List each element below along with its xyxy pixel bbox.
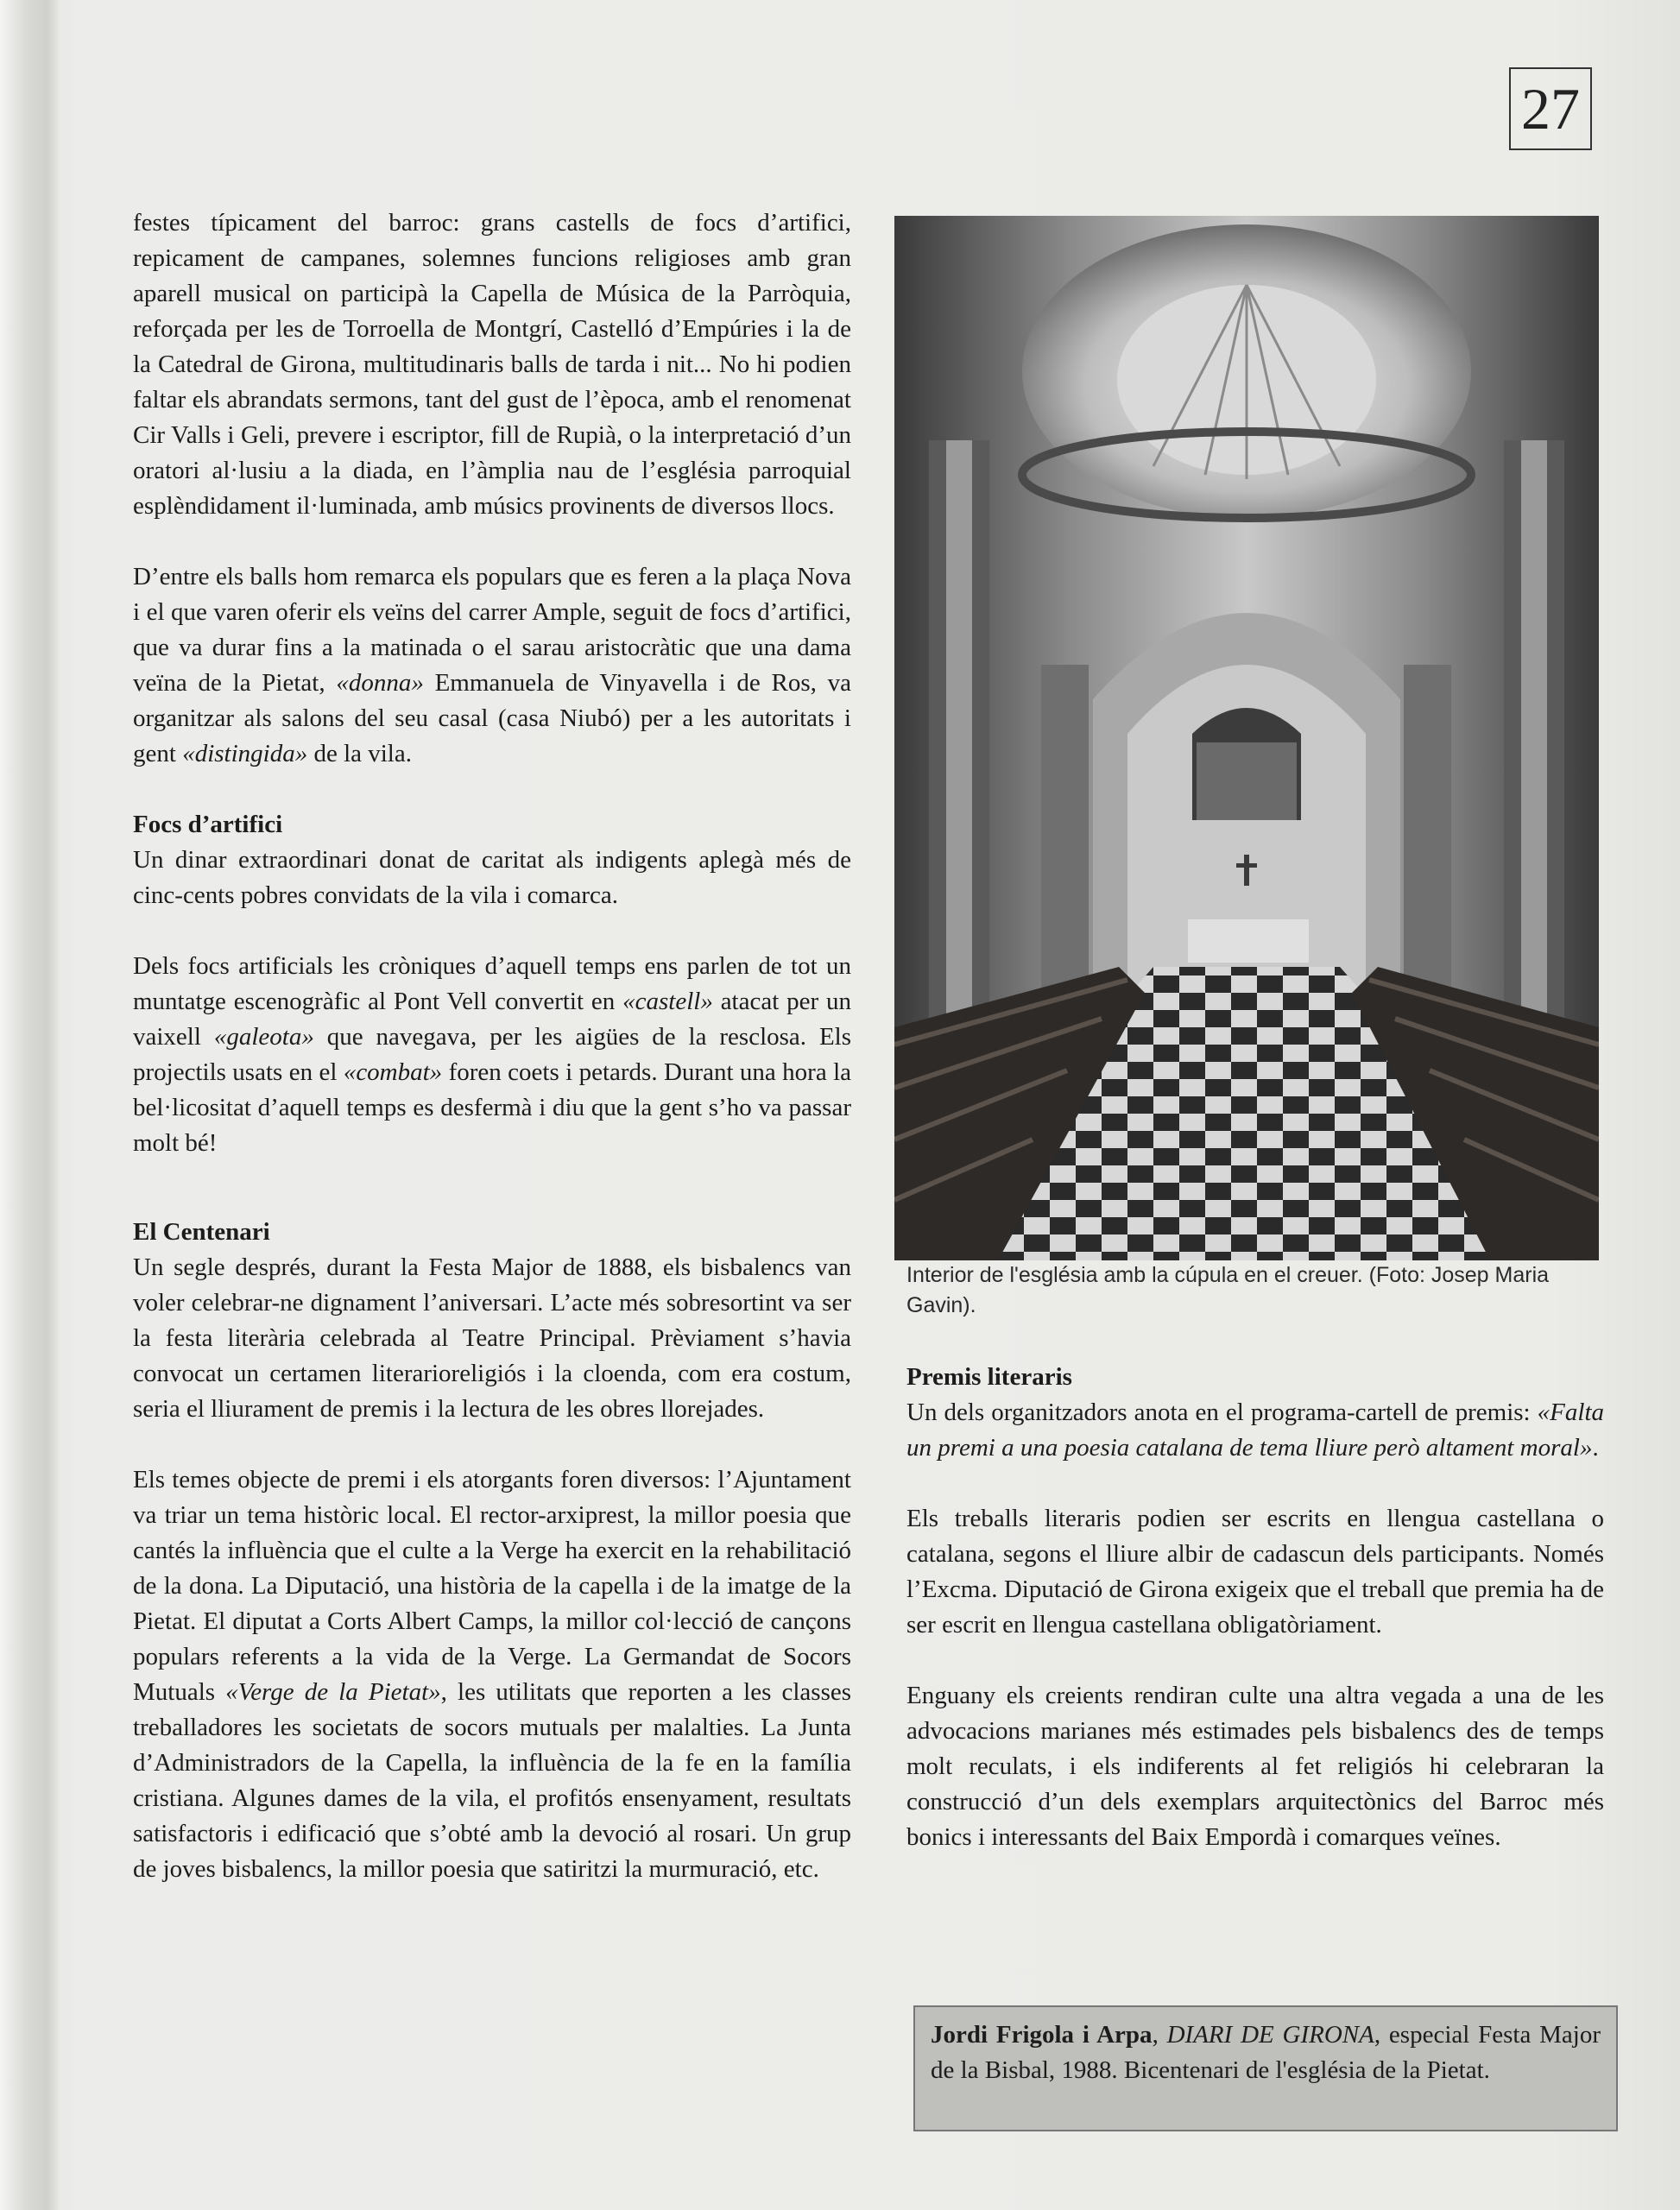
paragraph: Un dinar extraordinari donat de caritat als indigents aplegà més de cinc-cents pobres convidats de la vila i comarca. xyxy=(133,846,851,909)
paragraph: festes típicament del barroc: grans castells de focs d’artifici, repicament de campanes, solemnes funcions religioses amb gran aparell musical on participà la Capella de Música de la Parròquia, reforçada per les de Torroella de Montgrí, Castelló d’Empúries i la de la Catedral de Girona, multitudinaris balls de tarda i nit... No hi podien faltar els abrandats sermons, tant del gust de l’època, amb el renomenat Cir Valls i Geli, prevere i escriptor, fill de Rupià, o la interpretació d’un oratori al·lusiu a la diada, en l’àmplia nau de l’església parroquial esplèndidament il·luminada, amb músics provinents de diversos llocs. xyxy=(133,209,851,520)
source-citation-box xyxy=(913,2005,1618,2131)
church-interior-photo xyxy=(894,216,1599,1260)
page-number: 27 xyxy=(1509,67,1592,150)
text-run: , les utilitats que reporten a les classes treballadores les societats de socors mutuals per malalties. La Junta d’Administradors de la Capella, la influència de la fe en la família cristiana. Algunes dames de la vila, el profitós ensenyament, resultats satisfactoris i edificació que s’obté amb la devoció al rosari. Un grup de joves bisbalencs, la millor poesia que satiritzi la murmuració, etc. xyxy=(133,1678,852,1883)
text-run: foren coets i petards. Durant una hora la bel·licositat d’aquell temps es desfermà i diu que la gent s’ho va passar molt bé! xyxy=(133,1058,852,1157)
text-run: . xyxy=(1592,1434,1599,1462)
section-heading-premis: Premis literaris xyxy=(906,1363,1072,1391)
right-column xyxy=(906,1360,1604,1855)
text-run: D’entre els balls hom remarca els populars que es feren a la plaça Nova i el que varen oferir els veïns del carrer Ample, seguit de focs d’artifici, que va durar fins a la matinada o el sarau aristocràtic que una dama veïna de la Pietat, xyxy=(133,563,851,697)
text-run: Els temes objecte de premi i els atorgants foren diversos: l’Ajuntament va triar un tema històric local. El rector-arxiprest, la millor poesia que cantés la influència que el culte a la Verge ha exercit en la rehabilitació de la dona. La Diputació, una història de la capella i de la imatge de la Pietat. El diputat a Corts Albert Camps, la millor col·lecció de cançons populars referents a la vida de la Verge. La Germandat de Socors Mutuals xyxy=(133,1466,851,1706)
text-run: de la vila. xyxy=(313,740,412,767)
paragraph xyxy=(906,1395,1604,1466)
citation-separator: , xyxy=(1152,2021,1167,2049)
citation-author: Jordi Frigola i Arpa xyxy=(931,2021,1153,2049)
left-column xyxy=(133,205,851,1887)
paragraph: Un segle després, durant la Festa Major de 1888, els bisbalencs van voler celebrar-ne dignament l’aniversari. L’acte més sobresortint va ser la festa literària celebrada al Teatre Principal. Prèviament s’havia convocat un certamen literarioreligiós i la cloenda, com era costum, seria el lliurament de premis i la lectura de les obres llorejades. xyxy=(133,1253,851,1423)
paragraph xyxy=(133,949,851,1161)
church-interior-illustration xyxy=(894,216,1599,1260)
paragraph xyxy=(133,559,851,772)
italic-quote: «galeota» xyxy=(213,1023,314,1051)
text-run: Un dels organitzadors anota en el programa-cartell de premis: xyxy=(906,1399,1531,1426)
citation-details: , especial Festa Major de la Bisbal, 1988. Bicentenari de l'església de la Pietat. xyxy=(931,2021,1601,2084)
paragraph: Els treballs literaris podien ser escrits en llengua castellana o catalana, segons el lliure albir de cadascun dels participants. Només l’Excma. Diputació de Girona exigeix que el treball que premia ha de ser escrit en llengua castellana obligatòriament. xyxy=(906,1505,1604,1639)
italic-quote: «Verge de la Pietat» xyxy=(225,1678,441,1706)
italic-quote: «combat» xyxy=(343,1058,443,1086)
italic-quote: «Falta un premi a una poesia catalana de tema lliure però altament moral» xyxy=(906,1399,1605,1462)
paragraph xyxy=(133,1462,851,1887)
text-run: Emmanuela de Vinyavella i de Ros, va organitzar als salons del seu casal (casa Niubó) per a les autoritats i gent xyxy=(133,669,851,767)
text-run: que navegava, per les aigües de la resclosa. Els projectils usats en el xyxy=(133,1023,852,1086)
text-run: Dels focs artificials les cròniques d’aquell temps ens parlen de tot un muntatge escenogràfic al Pont Vell convertit en xyxy=(133,952,851,1015)
section-heading-centenari: El Centenari xyxy=(133,1218,270,1246)
citation-newspaper: DIARI DE GIRONA xyxy=(1166,2021,1374,2049)
book-spine-shadow xyxy=(0,0,60,2210)
italic-quote: «donna» xyxy=(336,669,424,697)
italic-quote: «distingida» xyxy=(182,740,308,767)
italic-quote: «castell» xyxy=(622,988,713,1015)
photo-caption: Interior de l'església amb la cúpula en el creuer. (Foto: Josep Maria Gavin). xyxy=(906,1263,1550,1317)
paragraph: Enguany els creients rendiran culte una altra vegada a una de les advocacions marianes més estimades pels bisbalencs des de temps molt reculats, i els indiferents al fet religiós hi celebraran la construcció d’un dels exemplars arquitectònics del Barroc més bonics i interessants del Baix Empordà i comarques veïnes. xyxy=(906,1682,1604,1851)
text-run: atacat per un vaixell xyxy=(133,988,852,1051)
section-heading-focs: Focs d’artifici xyxy=(133,811,283,838)
